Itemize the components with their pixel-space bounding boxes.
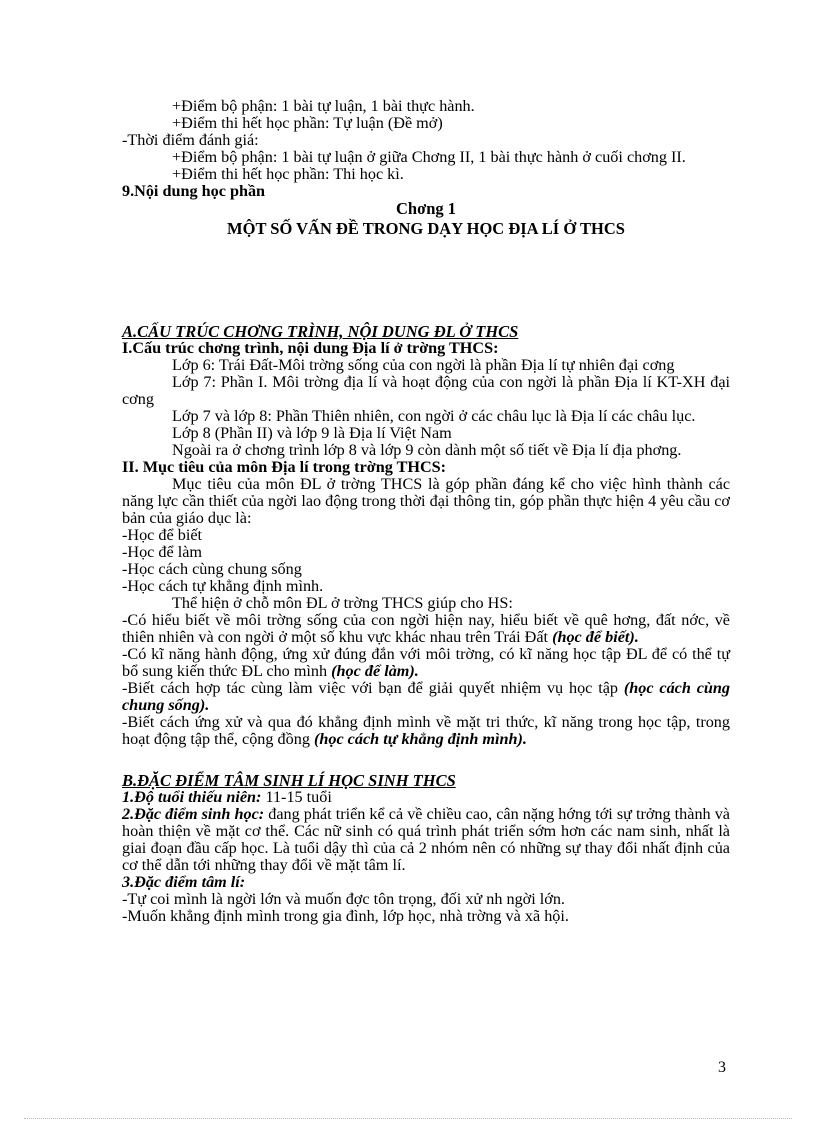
age-line — [122, 789, 730, 806]
list-item: -Học để biết — [122, 526, 203, 544]
goal-item — [122, 646, 730, 680]
list-item: -Tự coi mình là ngời lớn và muốn đợc tôn trọng, đối xử nh ngời lớn. — [122, 890, 565, 908]
list-item: -Muốn khẳng định mình trong gia đình, lớp học, nhà trờng và xã hội. — [122, 907, 569, 925]
paragraph: Lớp 6: Trái Đất-Môi trờng sống của con ngời là phần Địa lí tự nhiên đại cơng — [172, 356, 675, 374]
bio-paragraph — [122, 806, 730, 874]
page-number: 3 — [718, 1059, 726, 1076]
document-page — [122, 98, 730, 925]
text-line: +Điểm thi hết học phần: Tự luận (Đề mở) — [172, 114, 443, 132]
part-a-heading: A.CẤU TRÚC CHƠNG TRÌNH, NỘI DUNG ĐL Ở THCS — [122, 322, 519, 341]
chapter-title: MỘT SỐ VẤN ĐỀ TRONG DẠY HỌC ĐỊA LÍ Ở THCS — [227, 219, 625, 238]
text-line: +Điểm thi hết học phần: Thi học kì. — [172, 165, 404, 183]
goal-item — [122, 680, 730, 714]
list-item: -Học cách cùng chung sống — [122, 560, 302, 578]
psy-label: 3.Đặc điểm tâm lí: — [122, 873, 246, 891]
goal-text: -Có hiểu biết về môi trờng sống của con ngời hiện nay, hiểu biết về quê hơng, đất nớc, về thiên nhiên và con ngời ở một số khu vực khác nhau trên Trái Đất — [122, 611, 730, 646]
page-bottom-divider — [24, 1118, 792, 1119]
paragraph: Ngoài ra ở chơng trình lớp 8 và lớp 9 còn dành một số tiết về Địa lí địa phơng. — [172, 441, 682, 459]
age-label: 1.Độ tuổi thiếu niên: — [122, 788, 262, 806]
paragraph: Lớp 7 và lớp 8: Phần Thiên nhiên, con ngời ở các châu lục là Địa lí các châu lục. — [172, 407, 696, 425]
goal-text: -Biết cách hợp tác cùng làm việc với bạn để giải quyết nhiệm vụ học tập — [122, 679, 624, 697]
chapter-label: Chơng 1 — [395, 199, 457, 218]
paragraph: Mục tiêu của môn ĐL ở trờng THCS là góp phần đáng kể cho việc hình thành các năng lực cần thiết của ngời lao động trong thời đại thông tin, góp phần thực hiện 4 yêu cầu cơ bản của giáo dục là: — [122, 475, 730, 527]
paragraph: Thể hiện ở chỗ môn ĐL ở trờng THCS giúp cho HS: — [172, 594, 513, 612]
goal-emphasis: (học cách tự khẳng định mình). — [313, 730, 527, 748]
goal-text: -Có kĩ năng hành động, ứng xử đúng đắn với môi trờng, có kĩ năng học tập ĐL để có thể tự bổ sung kiến thức ĐL cho mình — [122, 645, 730, 680]
goal-emphasis: (học để biết). — [552, 628, 639, 646]
text-line: -Thời điểm đánh giá: — [122, 131, 259, 149]
list-item: -Học để làm — [122, 543, 203, 561]
goal-emphasis: (học cách cùng chung sống). — [122, 679, 731, 714]
goal-item — [122, 612, 730, 646]
text-line: +Điểm bộ phận: 1 bài tự luận, 1 bài thực hành. — [172, 97, 475, 115]
bio-label: 2.Đặc điểm sinh học: — [122, 805, 265, 823]
subsection-heading: I.Cấu trúc chơng trình, nội dung Địa lí ở trờng THCS: — [122, 339, 499, 357]
goal-emphasis: (học để làm). — [331, 662, 419, 680]
part-b-heading: B.ĐẶC ĐIỂM TÂM SINH LÍ HỌC SINH THCS — [122, 771, 456, 790]
paragraph: Lớp 8 (Phần II) và lớp 9 là Địa lí Việt Nam — [172, 424, 452, 442]
bio-text: đang phát triển kể cả về chiều cao, cân nặng hớng tới sự trởng thành và hoàn thiện về mặt cơ thể. Các nữ sinh có quá trình phát triển sớm hơn các nam sinh, nhất là giai đoạn đầu cấp học. Là tuổi dậy thì của cả 2 nhóm nên có những sự thay đổi nhất định của cơ thể dẫn tới những thay đổi về mặt tâm lí. — [122, 805, 730, 874]
list-item: -Học cách tự khẳng định mình. — [122, 577, 324, 595]
subsection-heading: II. Mục tiêu của môn Địa lí trong trờng THCS: — [122, 458, 447, 476]
age-value: 11-15 tuổi — [261, 788, 332, 806]
text-line: +Điểm bộ phận: 1 bài tự luận ở giữa Chơng II, 1 bài thực hành ở cuối chơng II. — [172, 148, 686, 166]
goal-item — [122, 714, 730, 748]
paragraph: Lớp 7: Phần I. Môi trờng địa lí và hoạt động của con ngời là phần Địa lí KT-XH đại cơng — [122, 373, 730, 408]
goal-text: -Biết cách ứng xử và qua đó khẳng định mình về mặt tri thức, kĩ năng trong học tập, trong hoạt động tập thể, cộng đồng — [122, 713, 730, 748]
section-heading: 9.Nội dung học phần — [122, 182, 266, 200]
